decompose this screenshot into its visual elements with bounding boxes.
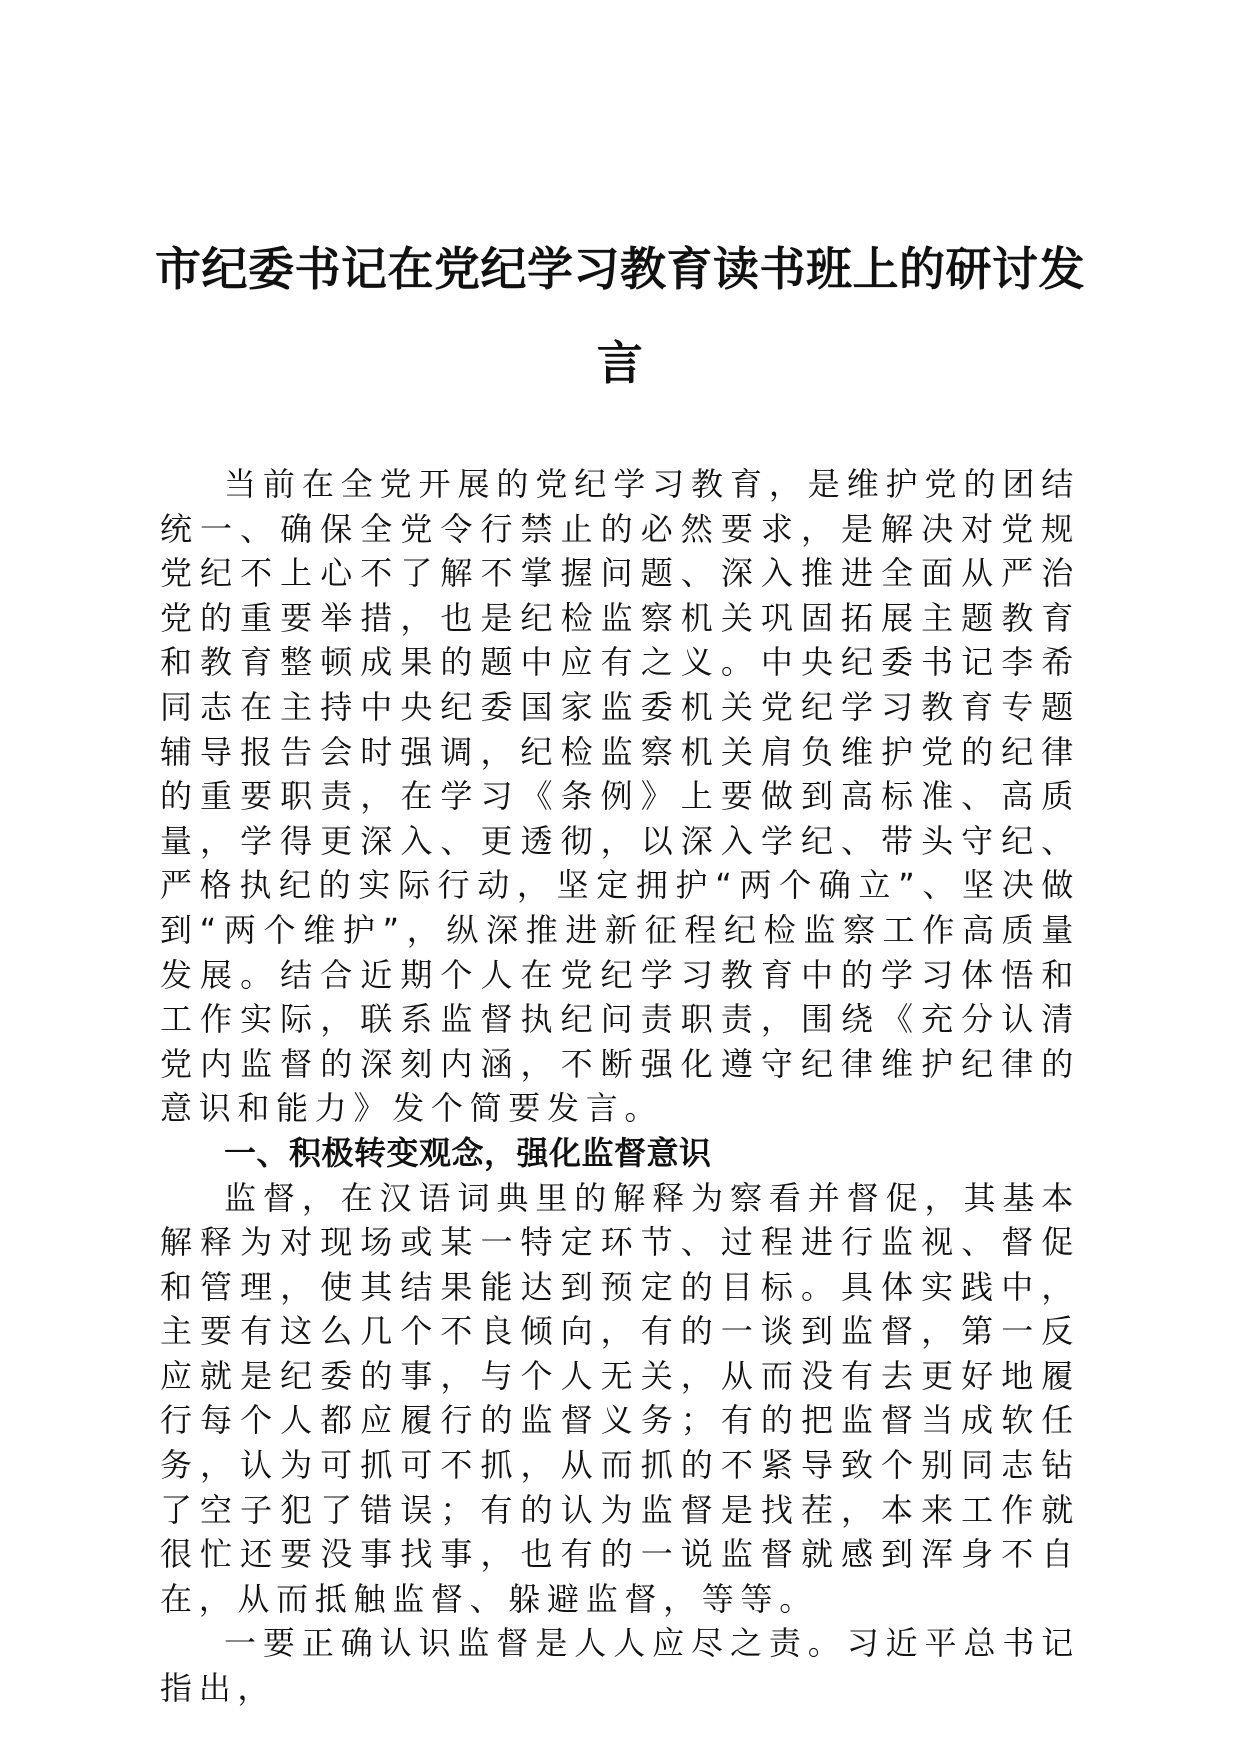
document-body xyxy=(160,462,1080,1711)
document-title: 市纪委书记在党纪学习教育读书班上的研讨发言 xyxy=(155,242,1085,390)
intro-paragraph: 当前在全党开展的党纪学习教育，是维护党的团结统一、确保全党令行禁止的必然要求，是解决对党规党纪不上心不了解不掌握问题、深入推进全面从严治党的重要举措，也是纪检监察机关巩固拓展主题教育和教育整顿成果的题中应有之义。中央纪委书记李希同志在主持中央纪委国家监委机关党纪学习教育专题辅导报告会时强调，纪检监察机关肩负维护党的纪律的重要职责，在学习《条例》上要做到高标准、高质量，学得更深入、更透彻，以深入学纪、带头守纪、严格执纪的实际行动，坚定拥护“两个确立”、坚决做到“两个维护”，纵深推进新征程纪检监察工作高质量发展。结合近期个人在党纪学习教育中的学习体悟和工作实际，联系监督执纪问责职责，围绕《充分认清党内监督的深刻内涵，不断强化遵守纪律维护纪律的意识和能力》发个简要发言。 xyxy=(160,465,1080,1128)
section-paragraph: 一要正确认识监督是人人应尽之责。习近平总书记指出， xyxy=(160,1624,1080,1708)
section-heading: 一、积极转变观念，强化监督意识 xyxy=(224,1133,712,1172)
section-paragraph: 监督，在汉语词典里的解释为察看并督促，其基本解释为对现场或某一特定环节、过程进行监视、督促和管理，使其结果能达到预定的目标。具体实践中，主要有这么几个不良倾向，有的一谈到监督，第一反应就是纪委的事，与个人无关，从而没有去更好地履行每个人都应履行的监督义务；有的把监督当成软任务，认为可抓可不抓，从而抓的不紧导致个别同志钻了空子犯了错误；有的认为监督是找茬，本来工作就很忙还要没事找事，也有的一说监督就感到浑身不自在，从而抵触监督、躲避监督，等等。 xyxy=(160,1178,1080,1618)
